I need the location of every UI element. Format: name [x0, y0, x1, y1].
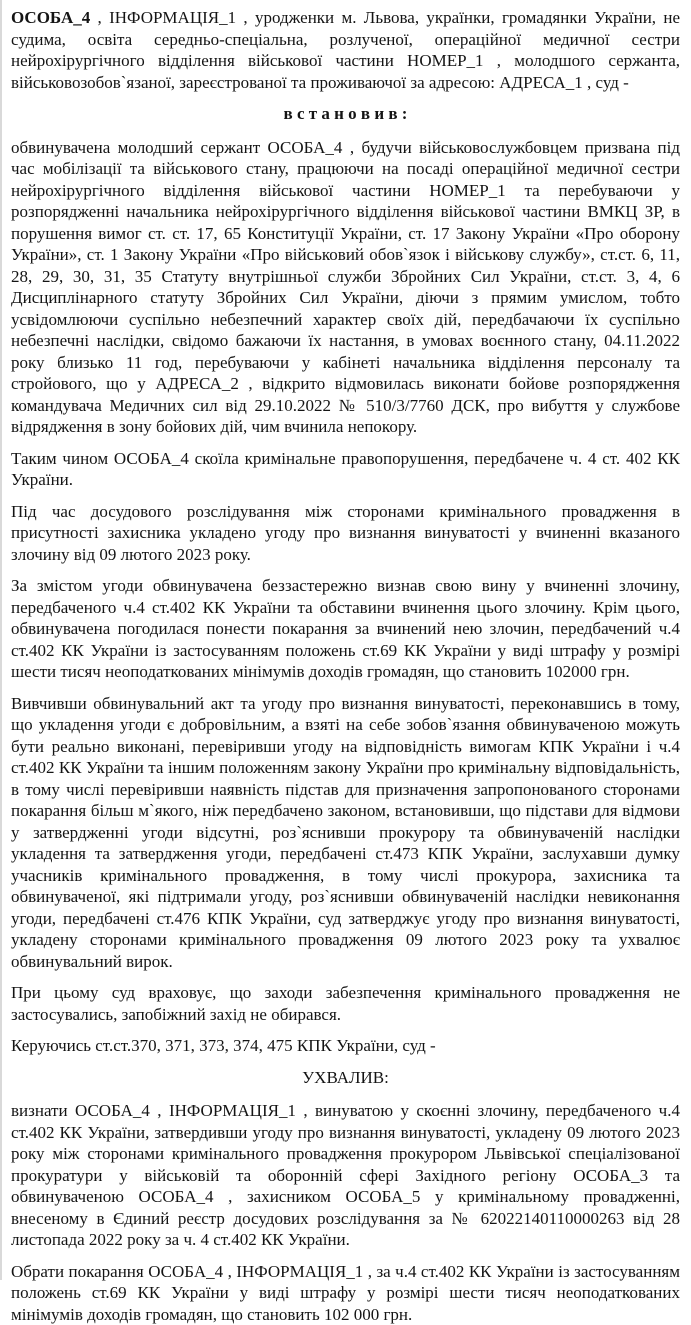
facts-paragraph-offense: обвинувачена молодший сержант ОСОБА_4 , будучи військовослужбовцем призвана під час мобілізації та військового стану, працюючи на посаді операційної медичної сестри нейрохірургічного відділення військової частини НОМЕР_1 та перебуваючи у розпорядженні начальника нейрохірургічного відділення військової частини ВМКЦ ЗР, в порушення вимог ст. ст. 17, 65 Конституції України, ст. 17 Закону України «Про оборону України», ст. 1 Закону України «Про військовий обов`язок і військову службу», ст.ст. 6, 11, 28, 29, 30, 31, 35 Статуту внутрішньої служби Збройних Сил України, ст.ст. 3, 4, 6 Дисциплінарного статуту Збройних Сил України, діючи з прямим умислом, тобто усвідомлюючи суспільно небезпечний характер своїх дій, передбачаючи їх суспільно небезпечні наслідки, свідомо бажаючи їх настання, в умовах воєнного стану, 04.11.2022 року близько 11 год, перебуваючи у кабінеті начальника відділення персоналу та стройового, що у АДРЕСА_2 , відкрито відмовилась виконати бойове розпорядження командувача Медичних сил від 29.10.2022 № 510/3/7760 ДСК, про вибуття у службове відрядження в зону бойових дій, чим вчинила непокору. [11, 137, 680, 438]
established-heading: в с т а н о в и в : [11, 103, 680, 125]
facts-paragraph-court-review: Вивчивши обвинувальний акт та угоду про визнання винуватості, переконавшись в тому, що укладення угоди є добровільним, а взяті на себе зобов`язання обвинуваченою можуть бути реально виконані, перевіривши угоду на відповідність вимогам КПК України і ч.4 ст.402 КК України та іншим положенням закону України про кримінальну відповідальність, в тому числі перевіривши наявність підстав для призначення запропонованого сторонами покарання більш м`якого, ніж передбачено законом, встановивши, що підстави для відмови у затвердженні угоди відсутні, роз`яснивши прокурору та обвинуваченій наслідки укладення та затвердження угоди, передбачені ст.473 КПК України, заслухавши думку учасників кримінального провадження, в тому числі прокурора, захисника та обвинуваченої, які підтримали угоду, роз`яснивши обвинуваченій наслідки невиконання угоди, передбачені ст.476 КПК України, суд затверджує угоду про визнання винуватості, укладену сторонами кримінального провадження 09 лютого 2023 року та ухвалює обвинувальний вирок. [11, 693, 680, 973]
defendant-name-token: ОСОБА_4 [11, 8, 90, 27]
resolved-heading: УХВАЛИВ: [11, 1067, 680, 1089]
facts-paragraph-legal-basis: Керуючись ст.ст.370, 371, 373, 374, 475 КПК України, суд - [11, 1035, 680, 1057]
intro-paragraph-text: , ІНФОРМАЦІЯ_1 , уродженки м. Львова, українки, громадянки України, не судима, освіта середньо-спеціальна, розлученої, операційної медичної сестри нейрохірургічного відділення військової частини НОМЕР_1 , молодшого сержанта, військовозобов`язаної, зареєстрованої та проживаючої за адресою: АДРЕСА_1 , суд - [11, 8, 680, 92]
facts-paragraph-agreement-content: За змістом угоди обвинувачена беззастережно визнав свою вину у вчиненні злочину, передбаченого ч.4 ст.402 КК України та обставини вчинення цього злочину. Крім цього, обвинувачена погодилася понести покарання за вчинений нею злочин, передбачений ч.4 ст.402 КК України із застосуванням положень ст.69 КК України у виді штрафу у розмірі шести тисяч неоподаткованих мінімумів доходів громадян, що становить 102000 грн. [11, 575, 680, 683]
resolution-paragraph-guilty-verdict: визнати ОСОБА_4 , ІНФОРМАЦІЯ_1 , винуватою у скоєнні злочину, передбаченого ч.4 ст.402 КК України, затвердивши угоду про визнання винуватості, укладену 09 лютого 2023 року між сторонами кримінального провадження прокурором Львівської спеціалізованої прокуратури у військовій та оборонній сфері Західного регіону ОСОБА_3 та обвинуваченою ОСОБА_4 , захисником ОСОБА_5 у кримінальному провадженні, внесеному в Єдиний реєстр досудових розслідування за № 62022140110000263 від 28 листопада 2022 року за ч. 4 ст.402 КК України. [11, 1100, 680, 1251]
intro-paragraph [11, 7, 680, 93]
resolution-paragraph-punishment: Обрати покарання ОСОБА_4 , ІНФОРМАЦІЯ_1 , за ч.4 ст.402 КК України із застосуванням положень ст.69 КК України у виді штрафу у розмірі шести тисяч неоподаткованих мінімумів доходів громадян, що становить 102 000 грн. [11, 1261, 680, 1325]
facts-paragraph-preventive-measures: При цьому суд враховує, що заходи забезпечення кримінального провадження не застосувались, запобіжний захід не обирався. [11, 982, 680, 1025]
facts-paragraph-plea-agreement: Під час досудового розслідування між сторонами кримінального провадження в присутності захисника укладено угоду про визнання винуватості у вчиненні вказаного злочину від 09 лютого 2023 року. [11, 501, 680, 566]
facts-paragraph-qualification: Таким чином ОСОБА_4 скоїла кримінальне правопорушення, передбачене ч. 4 ст. 402 КК України. [11, 448, 680, 491]
scan-left-edge [0, 0, 2, 1280]
